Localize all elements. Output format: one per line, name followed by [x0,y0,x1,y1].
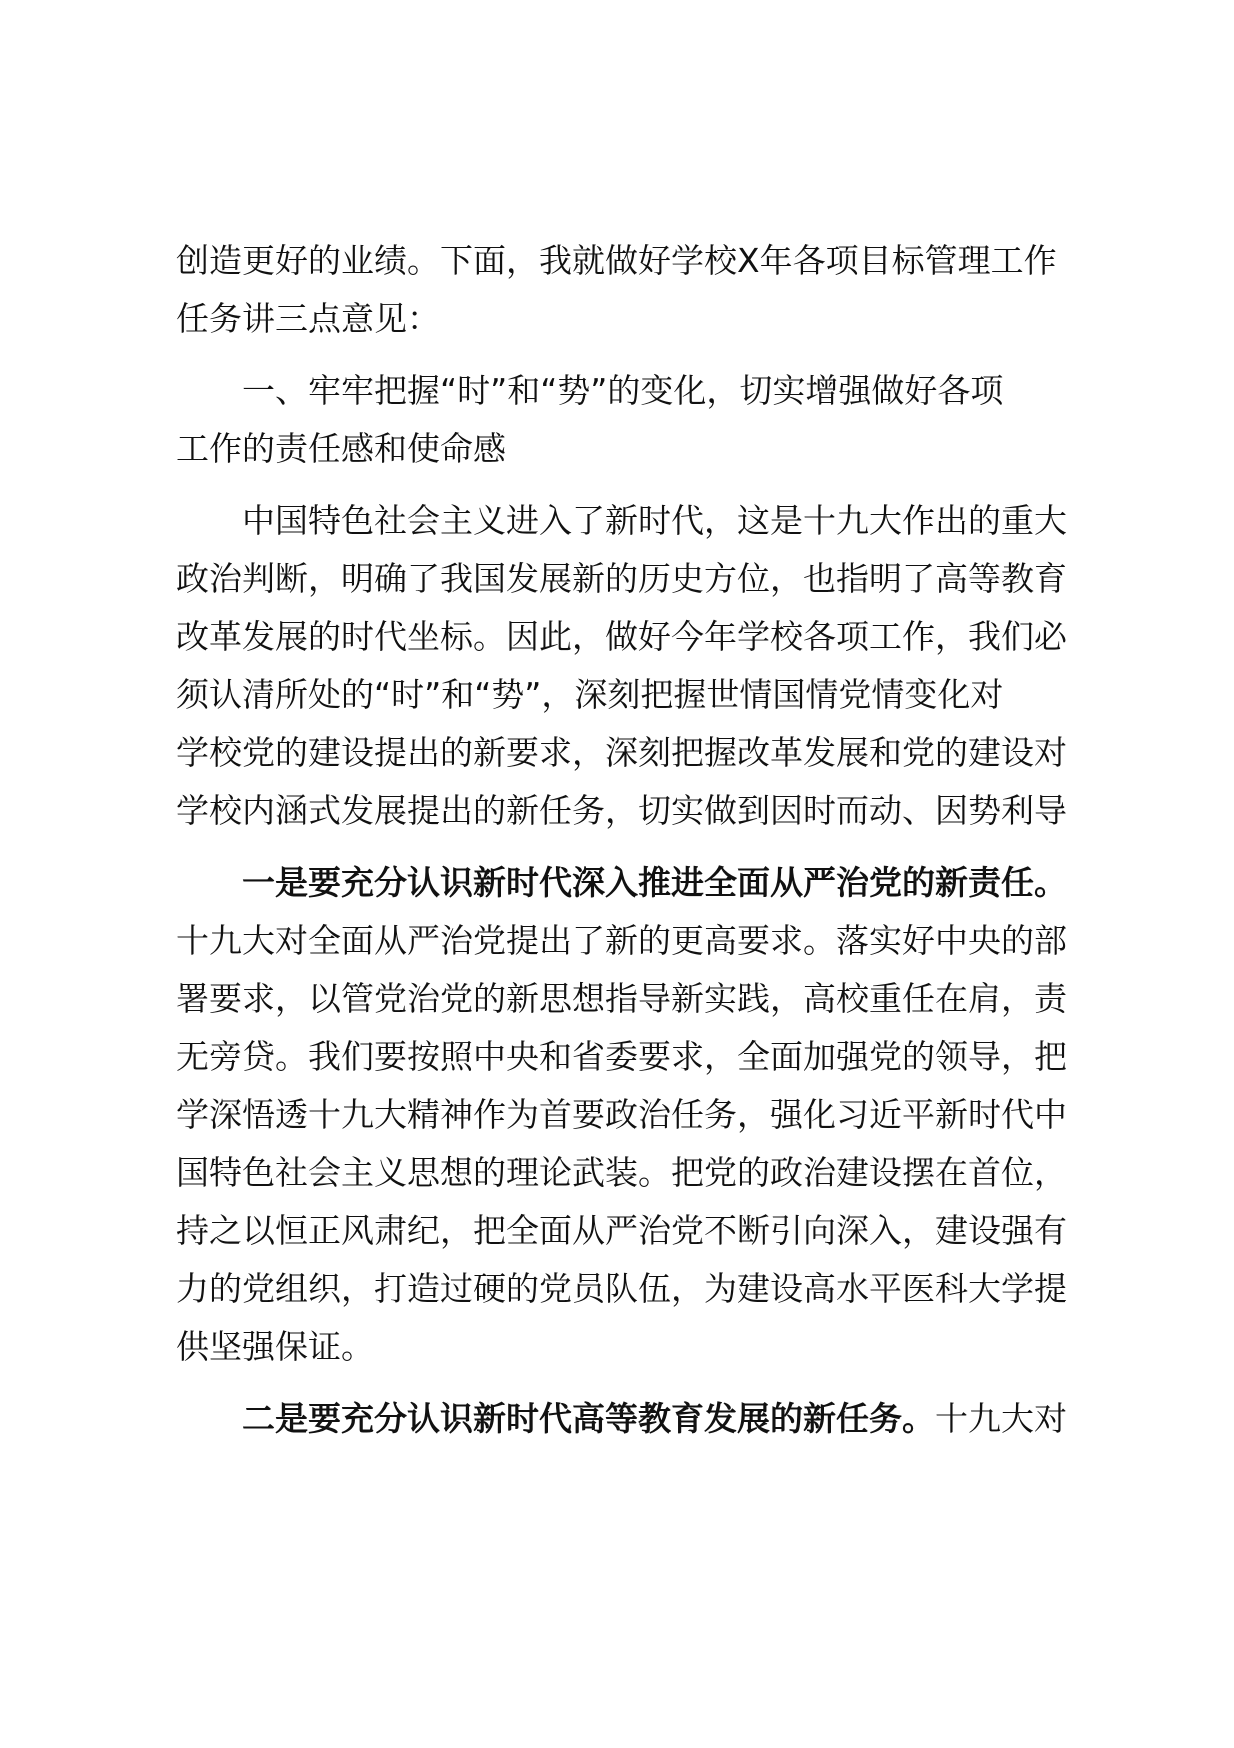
text-line: 力的党组织，打造过硬的党员队伍，为建设高水平医科大学提 [176,1269,1067,1308]
paragraph [176,1390,1088,1448]
document-body [176,232,1088,1448]
bold-lead-in: 二是要充分认识新时代高等教育发展的新任务。 [242,1399,935,1438]
text-line: 学深悟透十九大精神作为首要政治任务，强化习近平新时代中 [176,1095,1067,1134]
text-line [176,854,1088,912]
text-line: 工作的责任感和使命感 [176,429,506,468]
paragraph [176,232,1088,348]
text-line: 一、牢牢把握“时”和“势”的变化，切实增强做好各项 [242,371,1004,410]
text-line: 署要求，以管党治党的新思想指导新实践，高校重任在肩，责 [176,979,1067,1018]
text-run: 十九大对 [935,1399,1067,1438]
text-line: 中国特色社会主义进入了新时代，这是十九大作出的重大 [242,501,1067,540]
text-line: 供坚强保证。 [176,1327,374,1366]
text-line: 创造更好的业绩。下面，我就做好学校X年各项目标管理工作 [176,241,1057,280]
text-line [176,1390,1088,1448]
text-line: 学校党的建设提出的新要求，深刻把握改革发展和党的建设对 [176,733,1067,772]
text-line: 持之以恒正风肃纪，把全面从严治党不断引向深入，建设强有 [176,1211,1067,1250]
text-line: 学校内涵式发展提出的新任务，切实做到因时而动、因势利导 [176,791,1067,830]
bold-lead-in: 一是要充分认识新时代深入推进全面从严治党的新责任。 [242,863,1067,902]
text-line: 无旁贷。我们要按照中央和省委要求，全面加强党的领导，把 [176,1037,1067,1076]
text-line: 须认清所处的“时”和“势”，深刻把握世情国情党情变化对 [176,675,1004,714]
text-line: 改革发展的时代坐标。因此，做好今年学校各项工作，我们必 [176,617,1067,656]
text-line: 国特色社会主义思想的理论武装。把党的政治建设摆在首位， [176,1153,1067,1192]
text-line: 任务讲三点意见： [176,299,440,338]
text-line: 政治判断，明确了我国发展新的历史方位，也指明了高等教育 [176,559,1067,598]
paragraph [176,492,1088,840]
text-line: 十九大对全面从严治党提出了新的更高要求。落实好中央的部 [176,921,1067,960]
section-heading [176,362,1088,478]
paragraph [176,854,1088,1376]
